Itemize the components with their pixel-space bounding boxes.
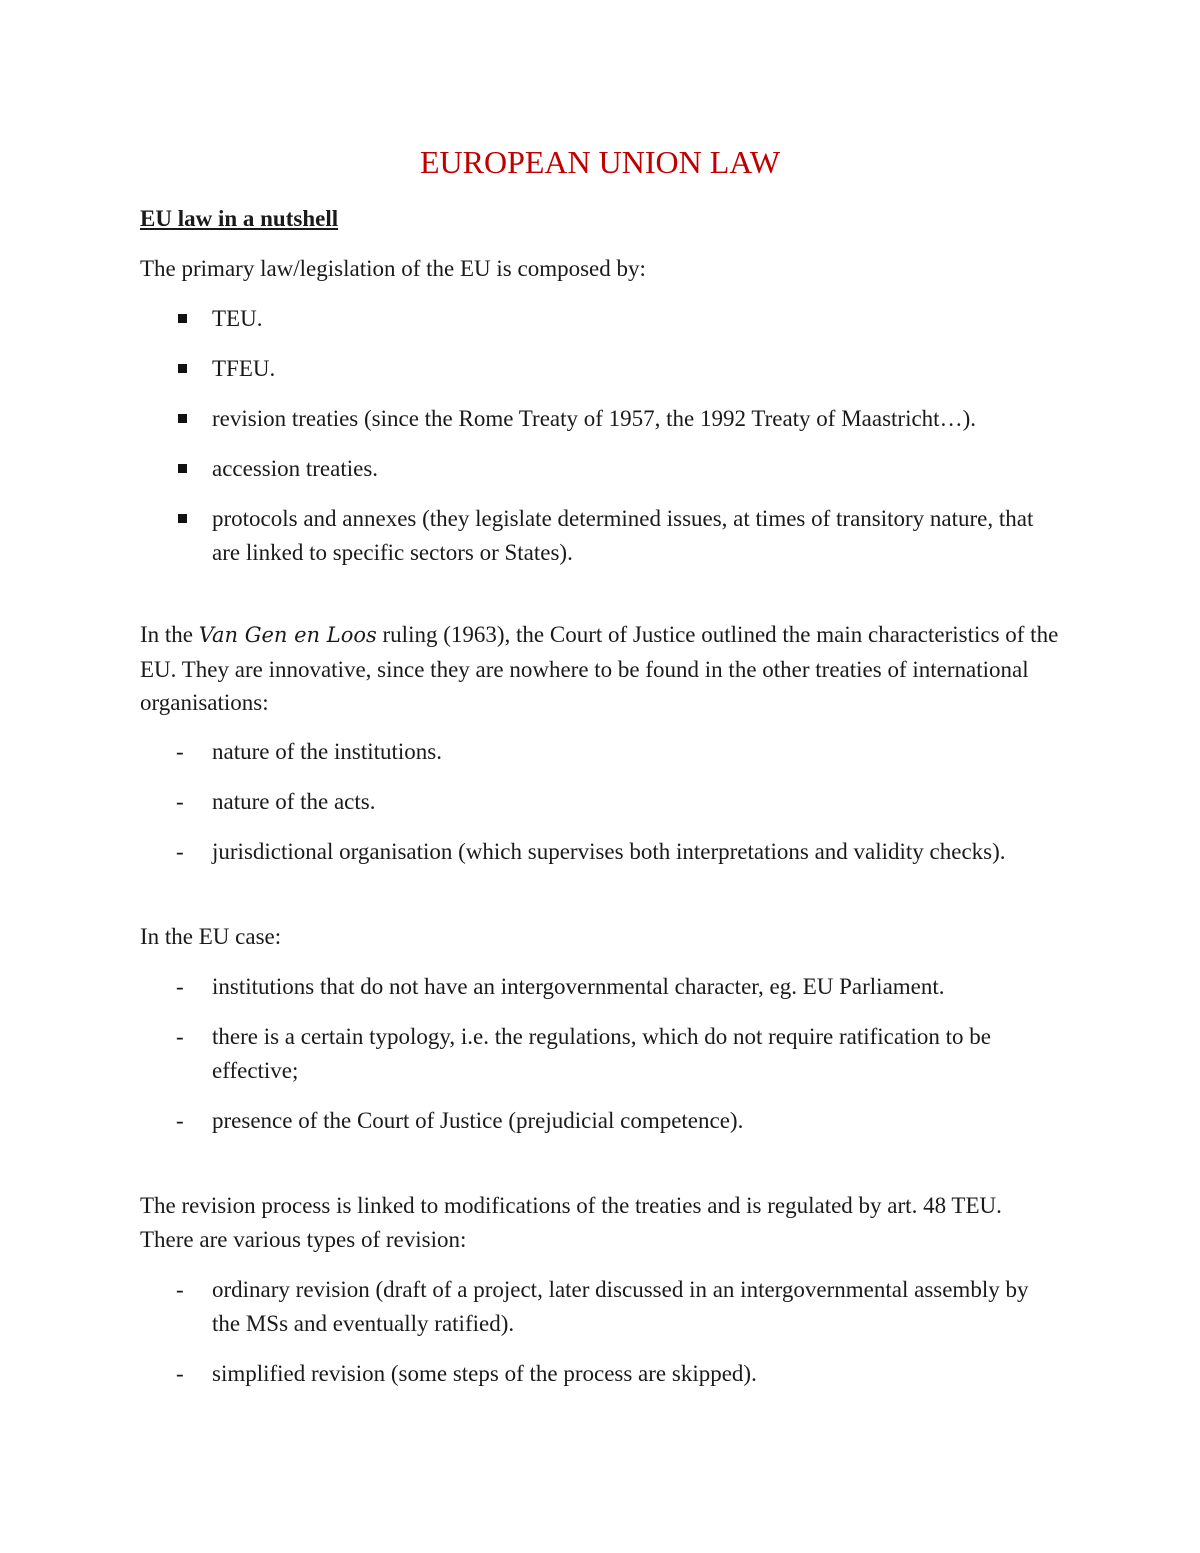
dash-bullet: -: [176, 739, 184, 764]
list-item: - there is a certain typology, i.e. the regulations, which do not require ratification to be effective;: [140, 1020, 1060, 1087]
list-item: - nature of the acts.: [140, 785, 1060, 819]
list-item: - nature of the institutions.: [140, 735, 1060, 769]
section-heading: EU law in a nutshell: [140, 206, 339, 231]
dash-bullet: -: [176, 1360, 184, 1386]
list-item: - simplified revision (some steps of the process are skipped).: [140, 1357, 1060, 1391]
list-item: TEU.: [140, 302, 1060, 336]
square-bullet-icon: [178, 314, 187, 323]
list-item: - jurisdictional organisation (which supervises both interpretations and validity checks).: [140, 835, 1060, 869]
eu-case-paragraph: In the EU case:: [140, 924, 282, 949]
list-item: revision treaties (since the Rome Treaty of 1957, the 1992 Treaty of Maastricht…).: [140, 402, 1060, 436]
list-item: - institutions that do not have an intergovernmental character, eg. EU Parliament.: [140, 970, 1060, 1004]
document-title: EUROPEAN UNION LAW: [419, 144, 781, 180]
case-name: Van Gen en Loos: [198, 623, 377, 647]
dash-bullet: -: [176, 1107, 184, 1133]
dash-bullet: -: [176, 789, 184, 814]
ruling-paragraph: In the Van Gen en Loos ruling (1963), the Court of Justice outlined the main characteristics of the EU. They are innovative, since they are nowhere to be found in the other treaties of international organisations:: [140, 622, 1059, 715]
list-item: - presence of the Court of Justice (prejudicial competence).: [140, 1104, 1060, 1138]
dash-bullet: -: [176, 974, 184, 999]
list-item: accession treaties.: [140, 452, 1060, 486]
intro-paragraph: The primary law/legislation of the EU is composed by:: [140, 256, 646, 281]
square-bullet-icon: [178, 364, 187, 373]
dash-bullet: -: [176, 1277, 184, 1302]
square-bullet-icon: [178, 464, 187, 473]
eu-case-list: [140, 970, 1060, 1154]
list-item: - ordinary revision (draft of a project, later discussed in an intergovernmental assembly by the MSs and eventually ratified).: [140, 1273, 1060, 1340]
list-item: TFEU.: [140, 352, 1060, 386]
square-bullet-icon: [178, 414, 187, 423]
square-bullet-icon: [178, 514, 187, 523]
list-item: protocols and annexes (they legislate determined issues, at times of transitory nature, that are linked to specific sectors or States).: [140, 502, 1060, 569]
characteristics-list: [140, 735, 1060, 885]
revision-list: [140, 1273, 1060, 1407]
primary-law-list: [140, 302, 1060, 586]
revision-paragraph: The revision process is linked to modifications of the treaties and is regulated by art. 48 TEU. There are various types of revision:: [140, 1193, 1002, 1252]
dash-bullet: -: [176, 839, 184, 864]
dash-bullet: -: [176, 1024, 184, 1049]
